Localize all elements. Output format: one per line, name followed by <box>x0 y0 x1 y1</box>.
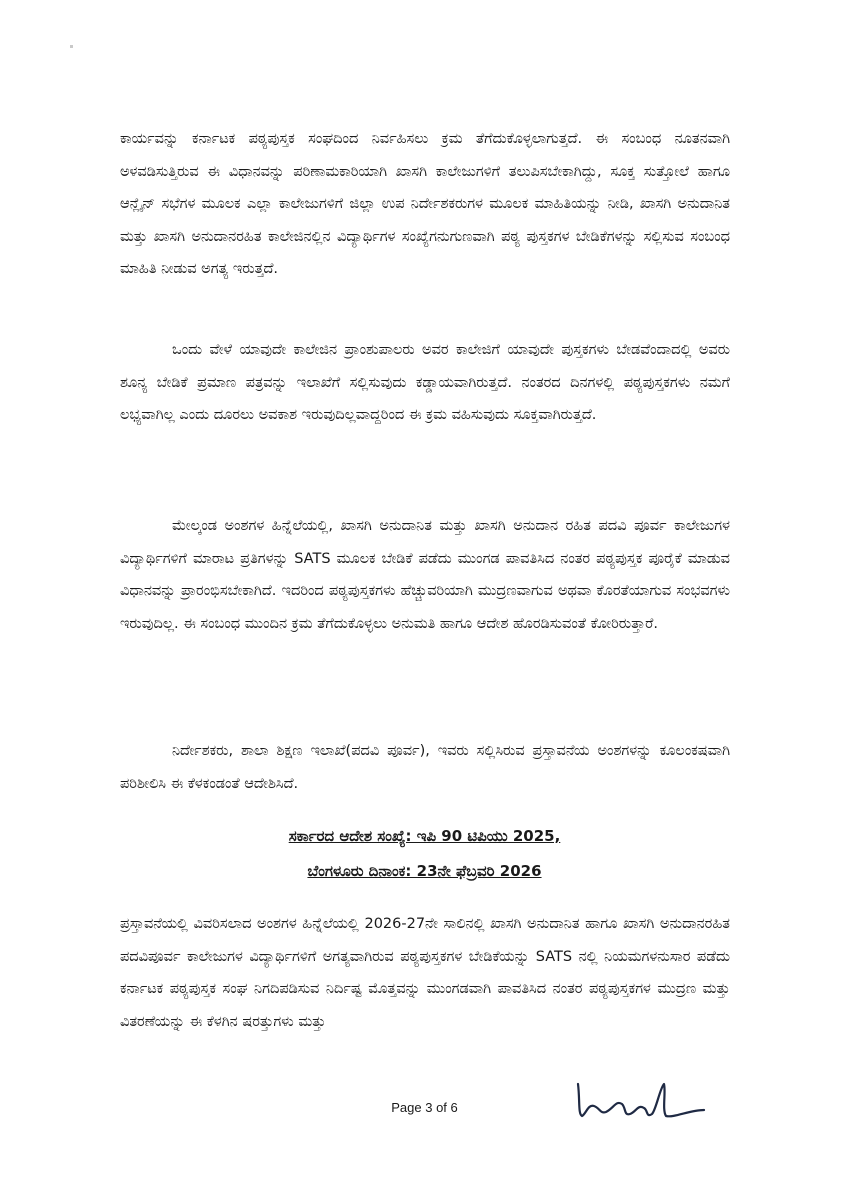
paragraph-5: ಪ್ರಸ್ತಾವನೆಯಲ್ಲಿ ವಿವರಿಸಲಾದ ಅಂಶಗಳ ಹಿನ್ನೆಲೆಯಲ್ಲಿ 2026-27ನೇ ಸಾಲಿನಲ್ಲಿ ಖಾಸಗಿ ಅನುದಾನಿತ ಹಾಗೂ ಖಾಸಗಿ ಅನುದಾನರಹಿತ ಪದವಿಪೂರ್ವ ಕಾಲೇಜುಗಳ ವಿದ್ಯಾರ್ಥಿಗಳಿಗೆ ಅಗತ್ಯವಾಗಿರುವ ಪಠ್ಯಪುಸ್ತಕಗಳ ಬೇಡಿಕೆಯನ್ನು SATS ನಲ್ಲಿ ನಿಯಮಗಳನುಸಾರ ಪಡೆದು ಕರ್ನಾಟಕ ಪಠ್ಯಪುಸ್ತಕ ಸಂಘ ನಿಗದಿಪಡಿಸುವ ನಿರ್ದಿಷ್ಟ ಮೊತ್ತವನ್ನು ಮುಂಗಡವಾಗಿ ಪಾವತಿಸಿದ ನಂತರ ಪಠ್ಯಪುಸ್ತಕಗಳ ಮುದ್ರಣ ಮತ್ತು ವಿತರಣೆಯನ್ನು ಈ ಕೆಳಗಿನ ಷರತ್ತುಗಳು ಮತ್ತು <box>120 916 730 1030</box>
paragraph-2: ಒಂದು ವೇಳೆ ಯಾವುದೇ ಕಾಲೇಜಿನ ಪ್ರಾಂಶುಪಾಲರು ಅವರ ಕಾಲೇಜಿಗೆ ಯಾವುದೇ ಪುಸ್ತಕಗಳು ಬೇಡವೆಂದಾದಲ್ಲಿ ಅವರು ಶೂನ್ಯ ಬೇಡಿಕೆ ಪ್ರಮಾಣ ಪತ್ರವನ್ನು ಇಲಾಖೆಗೆ ಸಲ್ಲಿಸುವುದು ಕಡ್ಡಾಯವಾಗಿರುತ್ತದೆ. ನಂತರದ ದಿನಗಳಲ್ಲಿ ಪಠ್ಯಪುಸ್ತಕಗಳು ನಮಗೆ ಲಭ್ಯವಾಗಿಲ್ಲ ಎಂದು ದೂರಲು ಅವಕಾಶ ಇರುವುದಿಲ್ಲವಾದ್ದರಿಂದ ಈ ಕ್ರಮ ವಹಿಸುವುದು ಸೂಕ್ತವಾಗಿರುತ್ತದೆ. <box>120 342 730 423</box>
paragraph-4: ನಿರ್ದೇಶಕರು, ಶಾಲಾ ಶಿಕ್ಷಣ ಇಲಾಖೆ(ಪದವಿ ಪೂರ್ವ), ಇವರು ಸಲ್ಲಿಸಿರುವ ಪ್ರಸ್ತಾವನೆಯ ಅಂಶಗಳನ್ನು ಕೂಲಂಕಷವಾಗಿ ಪರಿಶೀಲಿಸಿ ಈ ಕೆಳಕಂಡಂತೆ ಆದೇಶಿಸಿದೆ. <box>120 743 730 792</box>
paragraph-1: ಕಾರ್ಯವನ್ನು ಕರ್ನಾಟಕ ಪಠ್ಯಪುಸ್ತಕ ಸಂಘದಿಂದ ನಿರ್ವಹಿಸಲು ಕ್ರಮ ತೆಗೆದುಕೊಳ್ಳಲಾಗುತ್ತದೆ. ಈ ಸಂಬಂಧ ನೂತನವಾಗಿ ಅಳವಡಿಸುತ್ತಿರುವ ಈ ವಿಧಾನವನ್ನು ಪರಿಣಾಮಕಾರಿಯಾಗಿ ಖಾಸಗಿ ಕಾಲೇಜುಗಳಿಗೆ ತಲುಪಿಸಬೇಕಾಗಿದ್ದು, ಸೂಕ್ತ ಸುತ್ತೋಲೆ ಹಾಗೂ ಆನ್ಲೈನ್ ಸಭೆಗಳ ಮೂಲಕ ಎಲ್ಲಾ ಕಾಲೇಜುಗಳಿಗೆ ಜಿಲ್ಲಾ ಉಪ ನಿರ್ದೇಶಕರುಗಳ ಮೂಲಕ ಮಾಹಿತಿಯನ್ನು ನೀಡಿ, ಖಾಸಗಿ ಅನುದಾನಿತ ಮತ್ತು ಖಾಸಗಿ ಅನುದಾನರಹಿತ ಕಾಲೇಜಿನಲ್ಲಿನ ವಿದ್ಯಾರ್ಥಿಗಳ ಸಂಖ್ಯೆಗನುಗುಣವಾಗಿ ಪಠ್ಯ ಪುಸ್ತಕಗಳ ಬೇಡಿಕೆಗಳನ್ನು ಸಲ್ಲಿಸುವ ಸಂಬಂಧ ಮಾಹಿತಿ ನೀಡುವ ಅಗತ್ಯ ಇರುತ್ತದೆ. <box>120 131 730 277</box>
order-number-text: ಸರ್ಕಾರದ ಆದೇಶ ಸಂಖ್ಯೆ: ಇಪಿ 90 ಟಿಪಿಯು 2025, <box>288 827 561 845</box>
page-number: Page 3 of 6 <box>391 1100 458 1115</box>
page-footer <box>0 1100 849 1115</box>
order-number <box>0 820 849 852</box>
order-date <box>0 855 849 887</box>
paragraph-3: ಮೇಲ್ಕಂಡ ಅಂಶಗಳ ಹಿನ್ನೆಲೆಯಲ್ಲಿ, ಖಾಸಗಿ ಅನುದಾನಿತ ಮತ್ತು ಖಾಸಗಿ ಅನುದಾನ ರಹಿತ ಪದವಿ ಪೂರ್ವ ಕಾಲೇಜುಗಳ ವಿದ್ಯಾರ್ಥಿಗಳಿಗೆ ಮಾರಾಟ ಪ್ರತಿಗಳನ್ನು SATS ಮೂಲಕ ಬೇಡಿಕೆ ಪಡೆದು ಮುಂಗಡ ಪಾವತಿಸಿದ ನಂತರ ಪಠ್ಯಪುಸ್ತಕ ಪೂರೈಕೆ ಮಾಡುವ ವಿಧಾನವನ್ನು ಪ್ರಾರಂಭಿಸಬೇಕಾಗಿದೆ. ಇದರಿಂದ ಪಠ್ಯಪುಸ್ತಕಗಳು ಹೆಚ್ಚುವರಿಯಾಗಿ ಮುದ್ರಣವಾಗುವ ಅಥವಾ ಕೊರತೆಯಾಗುವ ಸಂಭವಗಳು ಇರುವುದಿಲ್ಲ. ಈ ಸಂಬಂಧ ಮುಂದಿನ ಕ್ರಮ ತೆಗೆದುಕೊಳ್ಳಲು ಅನುಮತಿ ಹಾಗೂ ಆದೇಶ ಹೊರಡಿಸುವಂತೆ ಕೋರಿರುತ್ತಾರೆ. <box>120 518 730 632</box>
order-date-text: ಬೆಂಗಳೂರು ದಿನಾಂಕ: 23ನೇ ಫೆಬ್ರವರಿ 2026 <box>307 862 542 880</box>
scan-mark <box>70 45 73 48</box>
